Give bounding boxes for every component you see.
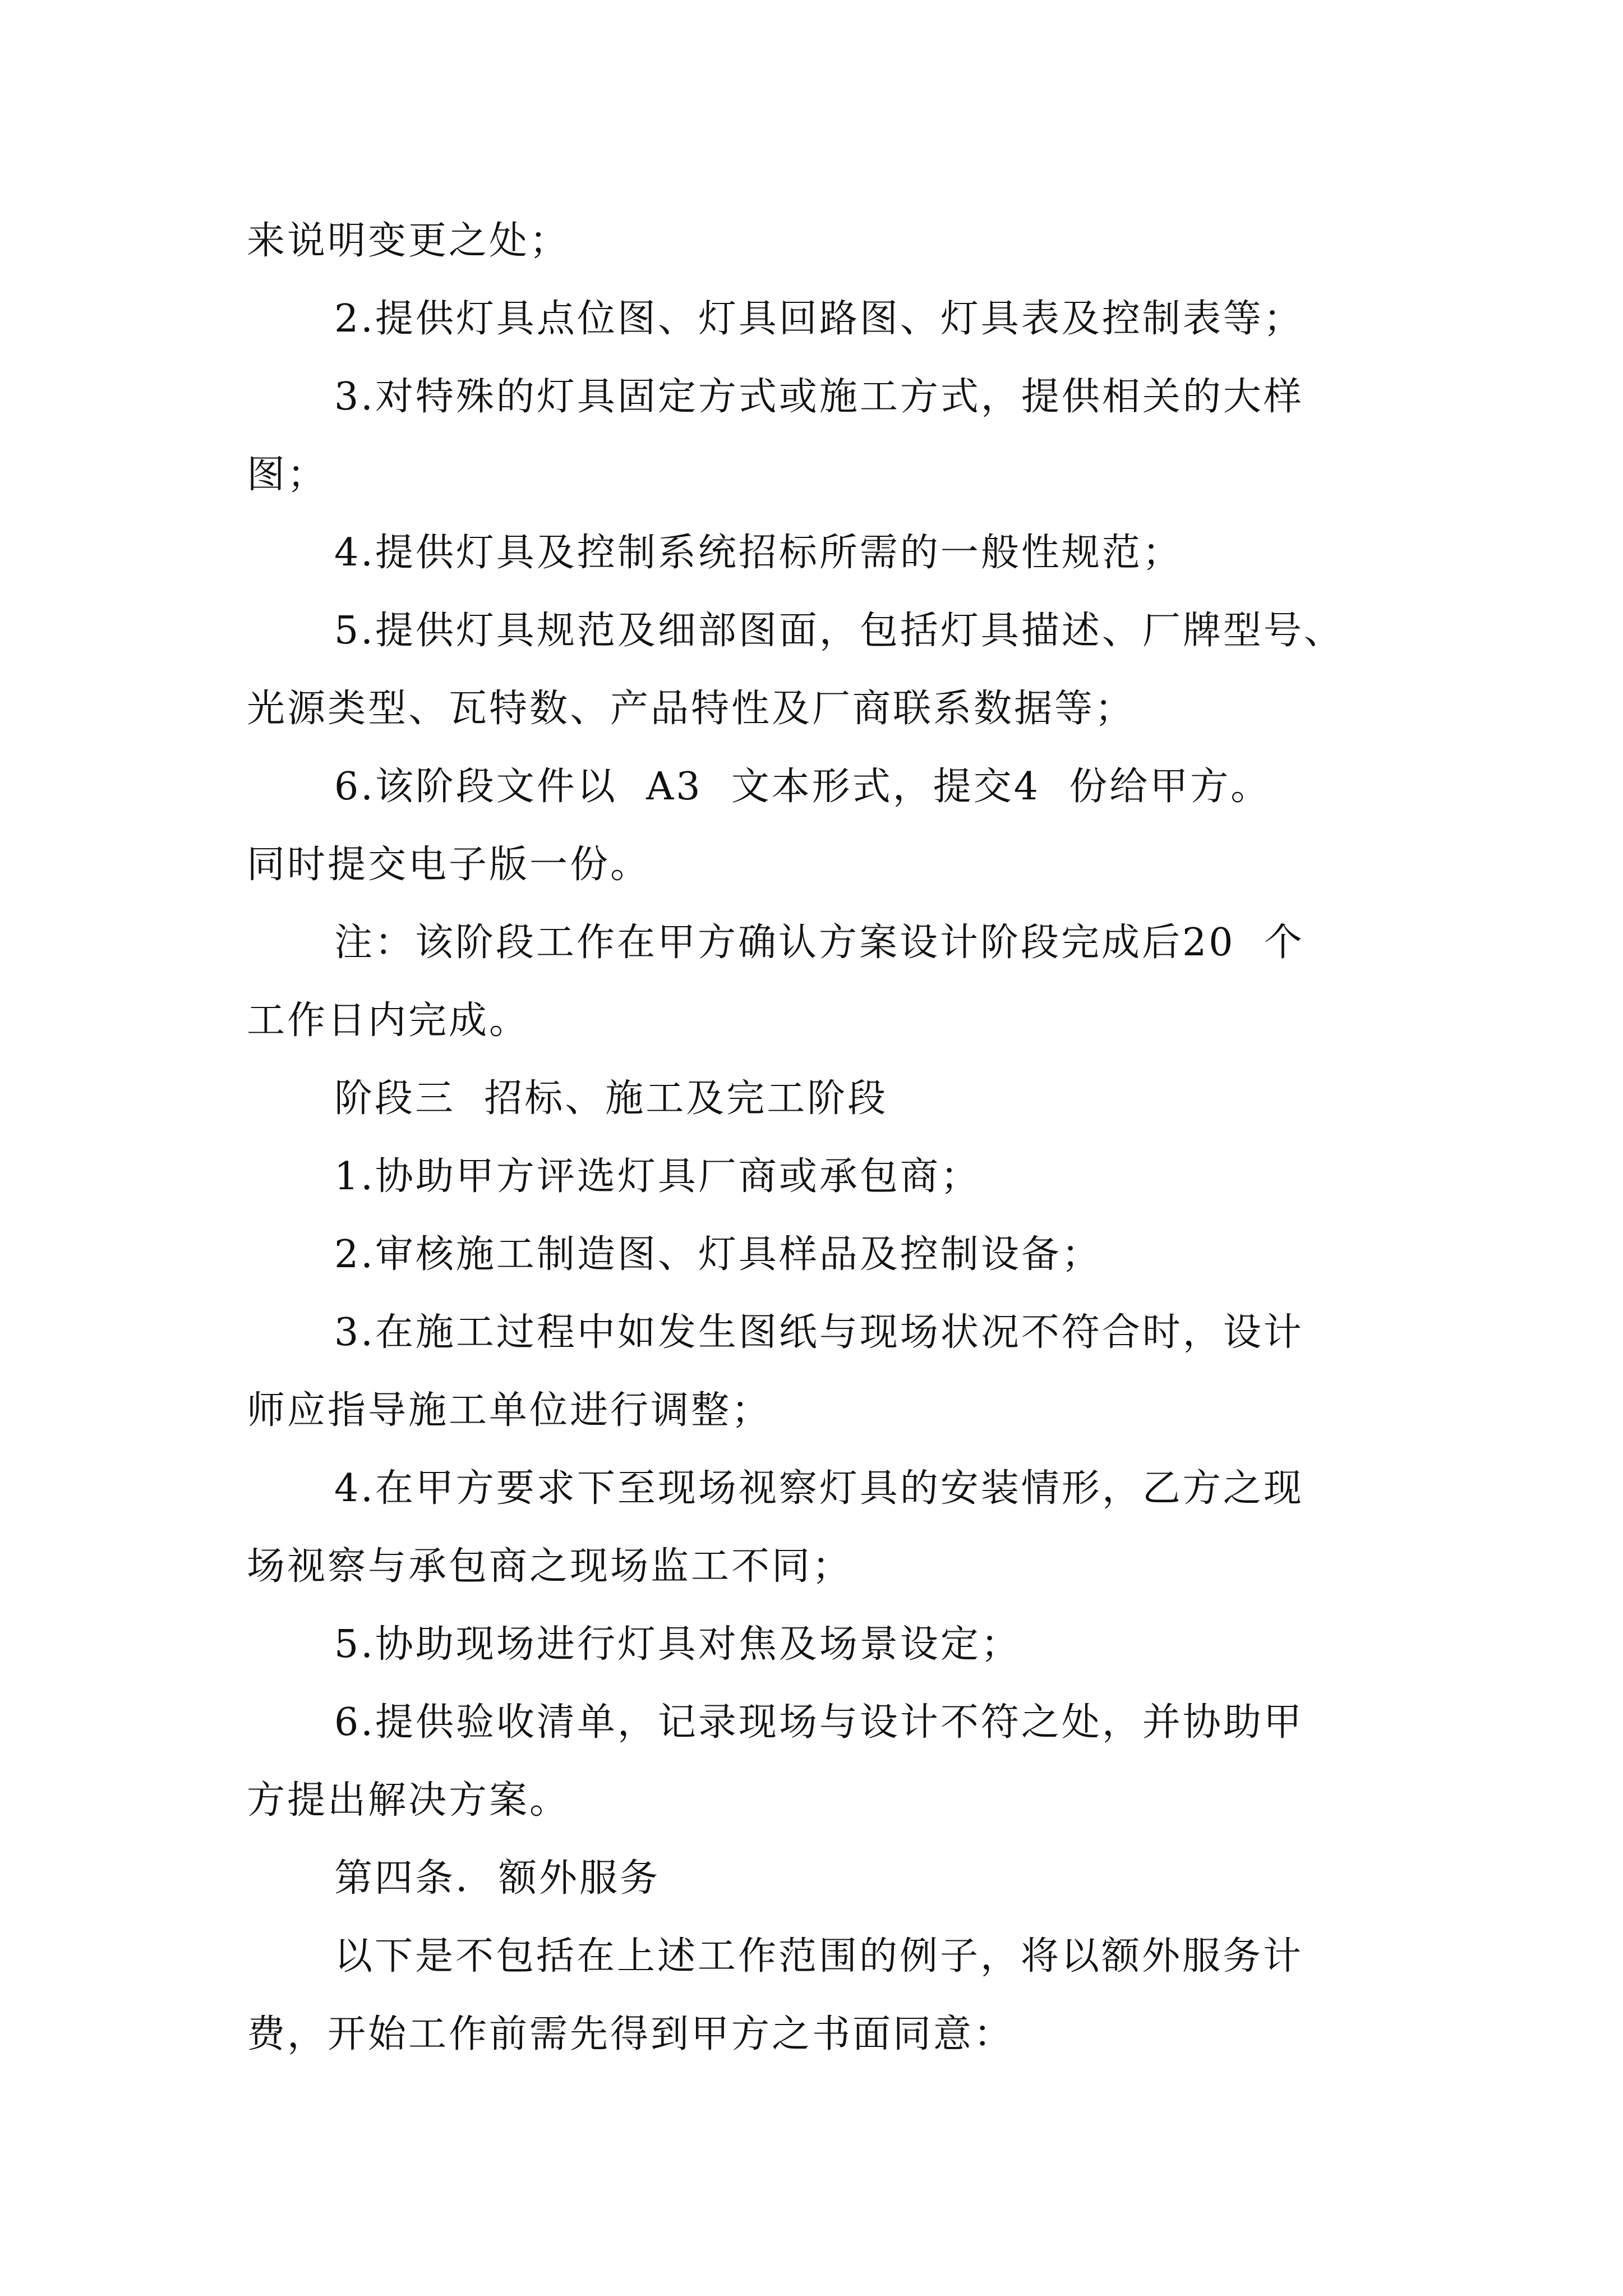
- text-line: 来说明变更之处；: [247, 219, 570, 263]
- text-line: 图；: [247, 453, 328, 497]
- text-line: 场视察与承包商之现场监工不同；: [247, 1544, 853, 1589]
- document-body: [247, 202, 1385, 2073]
- list-item: 6.提供验收清单，记录现场与设计不符之处，并协助甲: [334, 1700, 1304, 1745]
- list-item: 5.协助现场进行灯具对焦及场景设定；: [334, 1622, 1021, 1667]
- list-item: 2.审核施工制造图、灯具样品及控制设备；: [334, 1232, 1102, 1277]
- note-line: 注：该阶段工作在甲方确认方案设计阶段完成后20 个: [334, 921, 1304, 965]
- list-item: 1.协助甲方评选灯具厂商或承包商；: [334, 1154, 981, 1199]
- list-item: 5.提供灯具规范及细部图面，包括灯具描述、厂牌型号、: [334, 609, 1344, 653]
- list-item: 6.该阶段文件以 A3 文本形式，提交4 份给甲方。: [334, 765, 1271, 809]
- list-item: 4.在甲方要求下至现场视察灯具的安装情形，乙方之现: [334, 1466, 1304, 1511]
- list-item: 4.提供灯具及控制系统招标所需的一般性规范；: [334, 531, 1183, 575]
- list-item: 3.在施工过程中如发生图纸与现场状况不符合时，设计: [334, 1310, 1304, 1355]
- text-line: 工作日内完成。: [247, 999, 530, 1043]
- text-line: 同时提交电子版一份。: [247, 843, 651, 887]
- list-item: 2.提供灯具点位图、灯具回路图、灯具表及控制表等；: [334, 297, 1304, 341]
- section-heading: 第四条. 额外服务: [334, 1856, 660, 1901]
- paragraph-line: 以下是不包括在上述工作范围的例子，将以额外服务计: [334, 1934, 1304, 1978]
- text-line: 光源类型、瓦特数、产品特性及厂商联系数据等；: [247, 687, 1136, 731]
- text-line: 费，开始工作前需先得到甲方之书面同意：: [247, 2012, 1015, 2056]
- list-item: 3.对特殊的灯具固定方式或施工方式，提供相关的大样: [334, 375, 1304, 419]
- text-line: 方提出解决方案。: [247, 1778, 570, 1823]
- section-heading: 阶段三 招标、施工及完工阶段: [334, 1076, 888, 1121]
- text-line: 师应指导施工单位进行调整；: [247, 1388, 772, 1433]
